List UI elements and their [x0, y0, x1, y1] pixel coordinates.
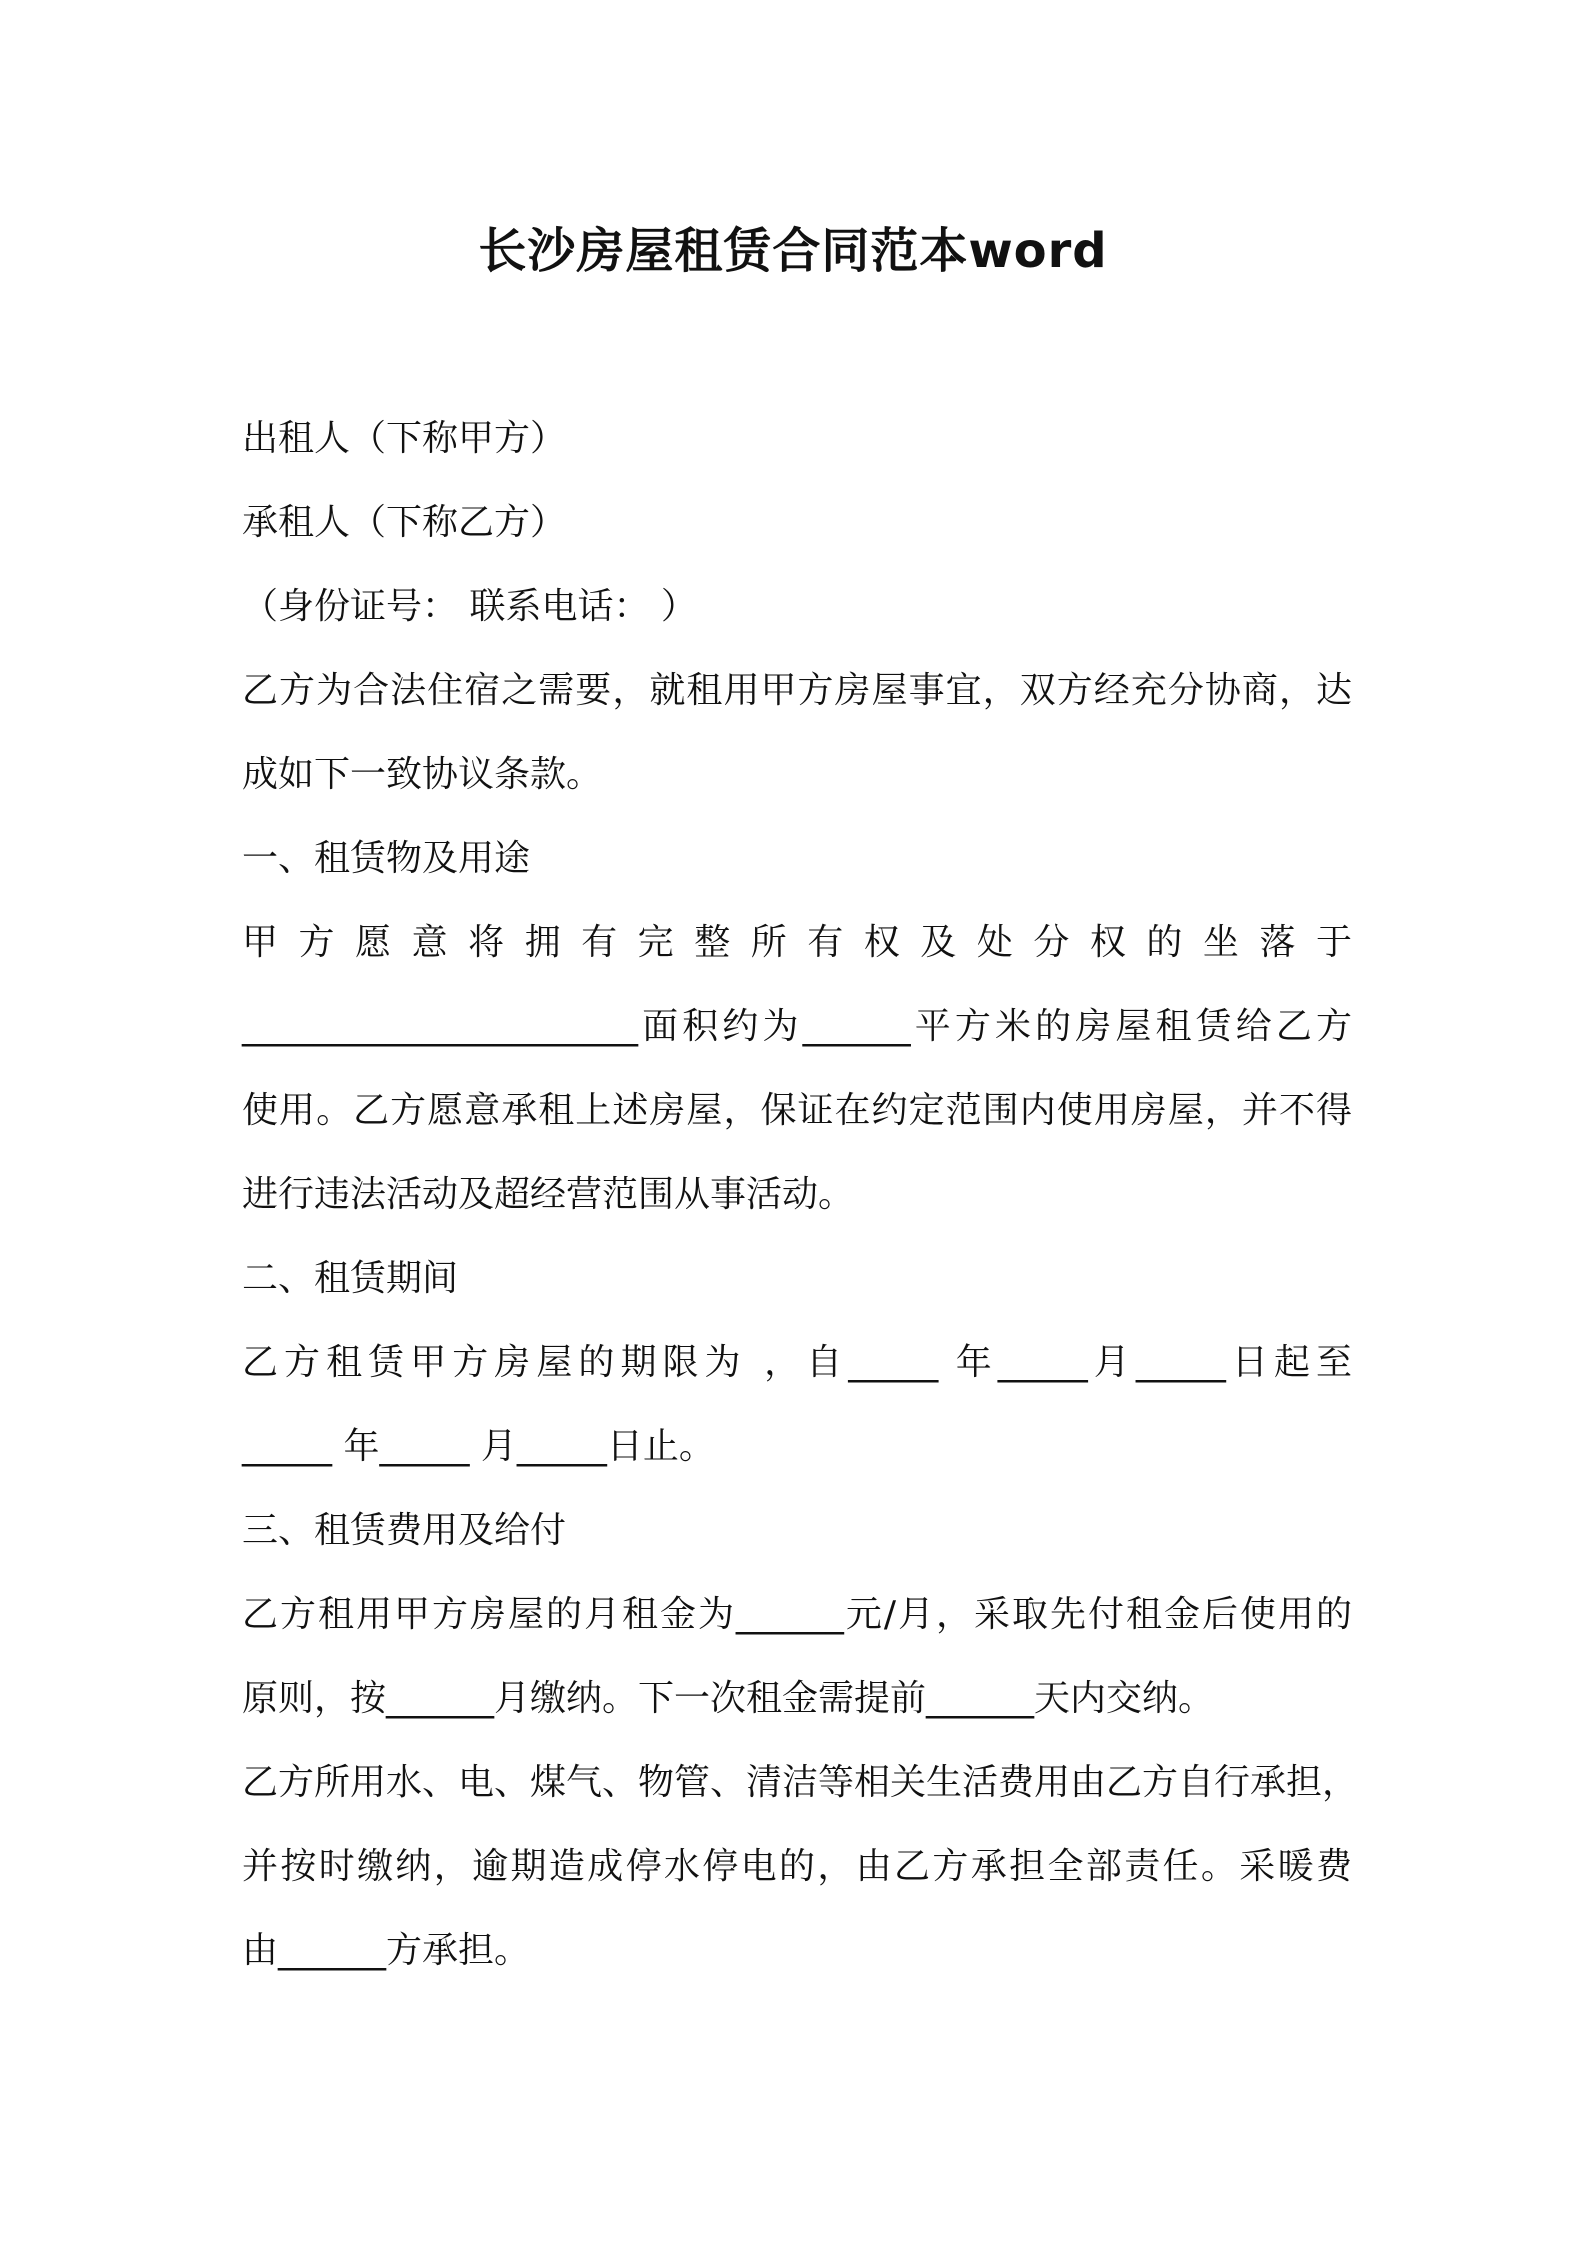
lessor-line: 出租人（下称甲方） [242, 418, 567, 459]
section-1-line-3: 使用。乙方愿意承租上述房屋，保证在约定范围内使用房屋，并不得 [242, 1090, 1352, 1131]
section-2-heading: 二、租赁期间 [242, 1258, 459, 1299]
section-1-line-4: 进行违法活动及超经营范围从事活动。 [242, 1174, 855, 1215]
intro-paragraph-line-1: 乙方为合法住宿之需要，就租用甲方房屋事宜，双方经充分协商，达 [242, 670, 1352, 711]
section-1-line-2: ______________________面积约为______平方米的房屋租赁给乙方 [242, 1006, 1352, 1047]
section-3-line-4: 并按时缴纳，逾期造成停水停电的，由乙方承担全部责任。采暖费 [242, 1846, 1352, 1887]
section-1-line-1: 甲 方 愿 意 将 拥 有 完 整 所 有 权 及 处 分 权 的 坐 落 于 [242, 922, 1352, 963]
lessee-line: 承租人（下称乙方） [242, 502, 567, 543]
intro-paragraph-line-2: 成如下一致协议条款。 [242, 754, 603, 795]
section-3-line-2: 原则，按______月缴纳。下一次租金需提前______天内交纳。 [242, 1678, 1215, 1719]
section-2-line-1: 乙方租赁甲方房屋的期限为 ，自_____ 年_____月_____日起至 [242, 1342, 1352, 1383]
section-3-line-3: 乙方所用水、电、煤气、物管、清洁等相关生活费用由乙方自行承担， [242, 1762, 1359, 1803]
section-3-line-5: 由______方承担。 [242, 1930, 531, 1971]
id-phone-line: （身份证号： 联系电话： ） [242, 586, 697, 627]
document-title: 长沙房屋租赁合同范本word [478, 223, 1108, 279]
section-2-line-2: _____ 年_____ 月_____日止。 [242, 1426, 715, 1467]
section-3-heading: 三、租赁费用及给付 [242, 1510, 567, 1551]
section-1-heading: 一、租赁物及用途 [242, 838, 531, 879]
section-3-line-1: 乙方租用甲方房屋的月租金为______元/月，采取先付租金后使用的 [242, 1594, 1352, 1635]
